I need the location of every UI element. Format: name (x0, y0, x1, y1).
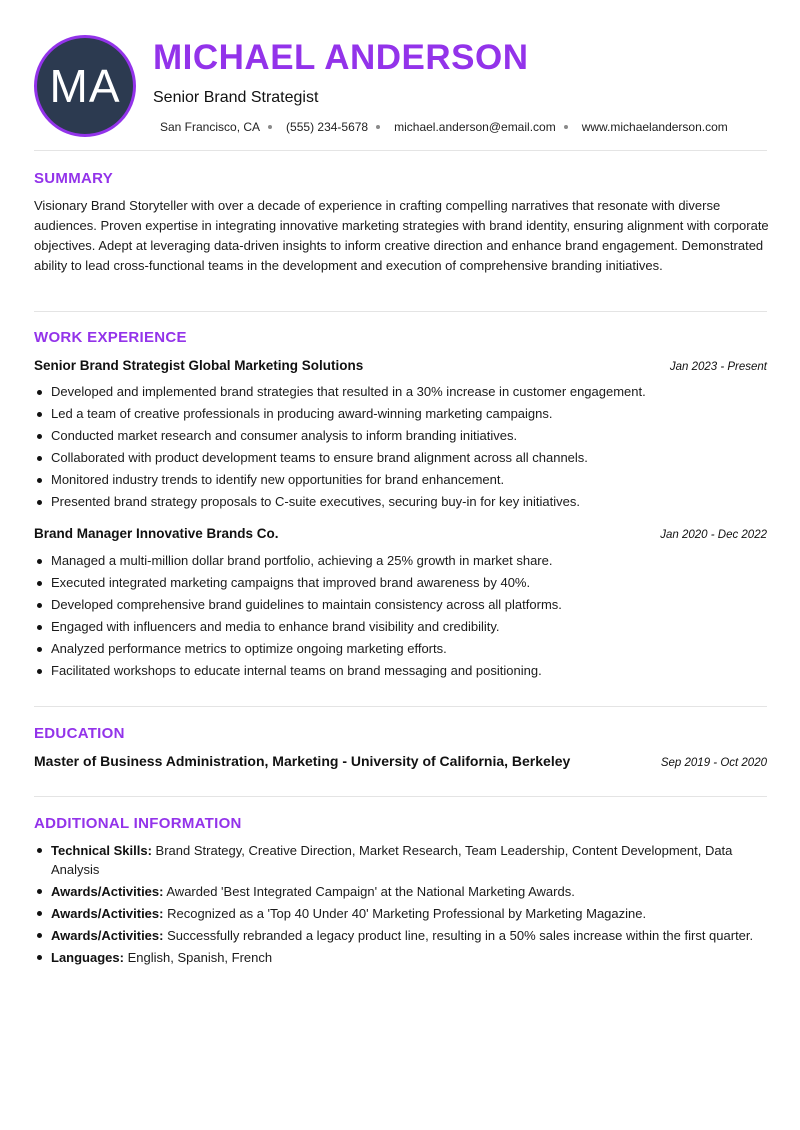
list-item (34, 882, 767, 901)
list-item (34, 926, 767, 945)
contact-phone: (555) 234-5678 (286, 120, 369, 134)
job-header (34, 526, 767, 541)
separator-dot-icon (268, 125, 272, 129)
list-item: Managed a multi-million dollar brand portfolio, achieving a 25% growth in market share. (34, 553, 767, 569)
item-label: Awards/Activities: (51, 928, 164, 943)
contact-website: www.michaelanderson.com (581, 120, 728, 134)
work-experience-heading: WORK EXPERIENCE (34, 329, 187, 346)
education-entry (34, 753, 767, 769)
education-heading: EDUCATION (34, 725, 125, 742)
education-dates: Sep 2019 - Oct 2020 (660, 757, 767, 769)
item-text: Successfully rebranded a legacy product line, resulting in a 50% sales increase within the first quarter. (167, 928, 754, 943)
job-header (34, 358, 767, 373)
list-item: Developed comprehensive brand guidelines to maintain consistency across all platforms. (34, 597, 767, 613)
list-item (34, 841, 767, 879)
item-label: Technical Skills: (51, 843, 152, 858)
avatar-initials: MA (49, 60, 121, 112)
education-degree: Master of Business Administration, Marketing - University of California, Berkeley (34, 753, 571, 769)
item-text: Brand Strategy, Creative Direction, Market Research, Team Leadership, Content Development, Data Analysis (51, 843, 733, 877)
candidate-role: Senior Brand Strategist (153, 89, 319, 106)
item-label: Awards/Activities: (51, 884, 164, 899)
list-item: Developed and implemented brand strategies that resulted in a 30% increase in customer engagement. (34, 384, 767, 400)
list-item (34, 904, 767, 923)
divider (34, 311, 767, 312)
list-item: Analyzed performance metrics to optimize ongoing marketing efforts. (34, 641, 767, 657)
list-item: Led a team of creative professionals in producing award-winning marketing campaigns. (34, 406, 767, 422)
item-text: Recognized as a 'Top 40 Under 40' Marketing Professional by Marketing Magazine. (167, 906, 647, 921)
summary-heading: SUMMARY (34, 170, 114, 187)
contact-email: michael.anderson@email.com (394, 120, 556, 134)
list-item: Facilitated workshops to educate internal teams on brand messaging and positioning. (34, 663, 767, 679)
separator-dot-icon (564, 125, 568, 129)
divider (34, 150, 767, 151)
list-item: Collaborated with product development teams to ensure brand alignment across all channels. (34, 450, 767, 466)
divider (34, 706, 767, 707)
summary-text: Visionary Brand Storyteller with over a decade of experience in crafting compelling narratives that resonate with diverse audiences. Proven expertise in integrating innovative marketing strategies with brand identity, ensuring alignment with corporate objectives. Adept at leveraging data-driven insights to inform creative direction and enhance brand engagement. Demonstrated ability to lead cross-functional teams in the development and execution of comprehensive branding initiatives. (34, 198, 769, 273)
candidate-name: MICHAEL ANDERSON (153, 38, 529, 77)
item-text: Awarded 'Best Integrated Campaign' at the National Marketing Awards. (166, 884, 575, 899)
list-item: Engaged with influencers and media to enhance brand visibility and credibility. (34, 619, 767, 635)
list-item: Presented brand strategy proposals to C-suite executives, securing buy-in for key initiatives. (34, 494, 767, 510)
contact-location: San Francisco, CA (160, 120, 261, 134)
job-bullets (34, 553, 767, 685)
item-label: Awards/Activities: (51, 906, 164, 921)
list-item: Conducted market research and consumer analysis to inform branding initiatives. (34, 428, 767, 444)
job-bullets (34, 384, 767, 516)
avatar (34, 35, 136, 137)
list-item (34, 948, 767, 967)
separator-dot-icon (376, 125, 380, 129)
item-text: English, Spanish, French (127, 950, 273, 965)
additional-info-list (34, 841, 767, 970)
list-item: Monitored industry trends to identify new opportunities for brand enhancement. (34, 472, 767, 488)
job-dates: Jan 2020 - Dec 2022 (660, 529, 767, 541)
divider (34, 796, 767, 797)
list-item: Executed integrated marketing campaigns that improved brand awareness by 40%. (34, 575, 767, 591)
job-dates: Jan 2023 - Present (669, 361, 767, 373)
job-title: Brand Manager Innovative Brands Co. (34, 526, 279, 541)
additional-info-heading: ADDITIONAL INFORMATION (34, 815, 242, 832)
contact-line (160, 120, 728, 134)
job-title: Senior Brand Strategist Global Marketing Solutions (34, 358, 364, 373)
item-label: Languages: (51, 950, 124, 965)
